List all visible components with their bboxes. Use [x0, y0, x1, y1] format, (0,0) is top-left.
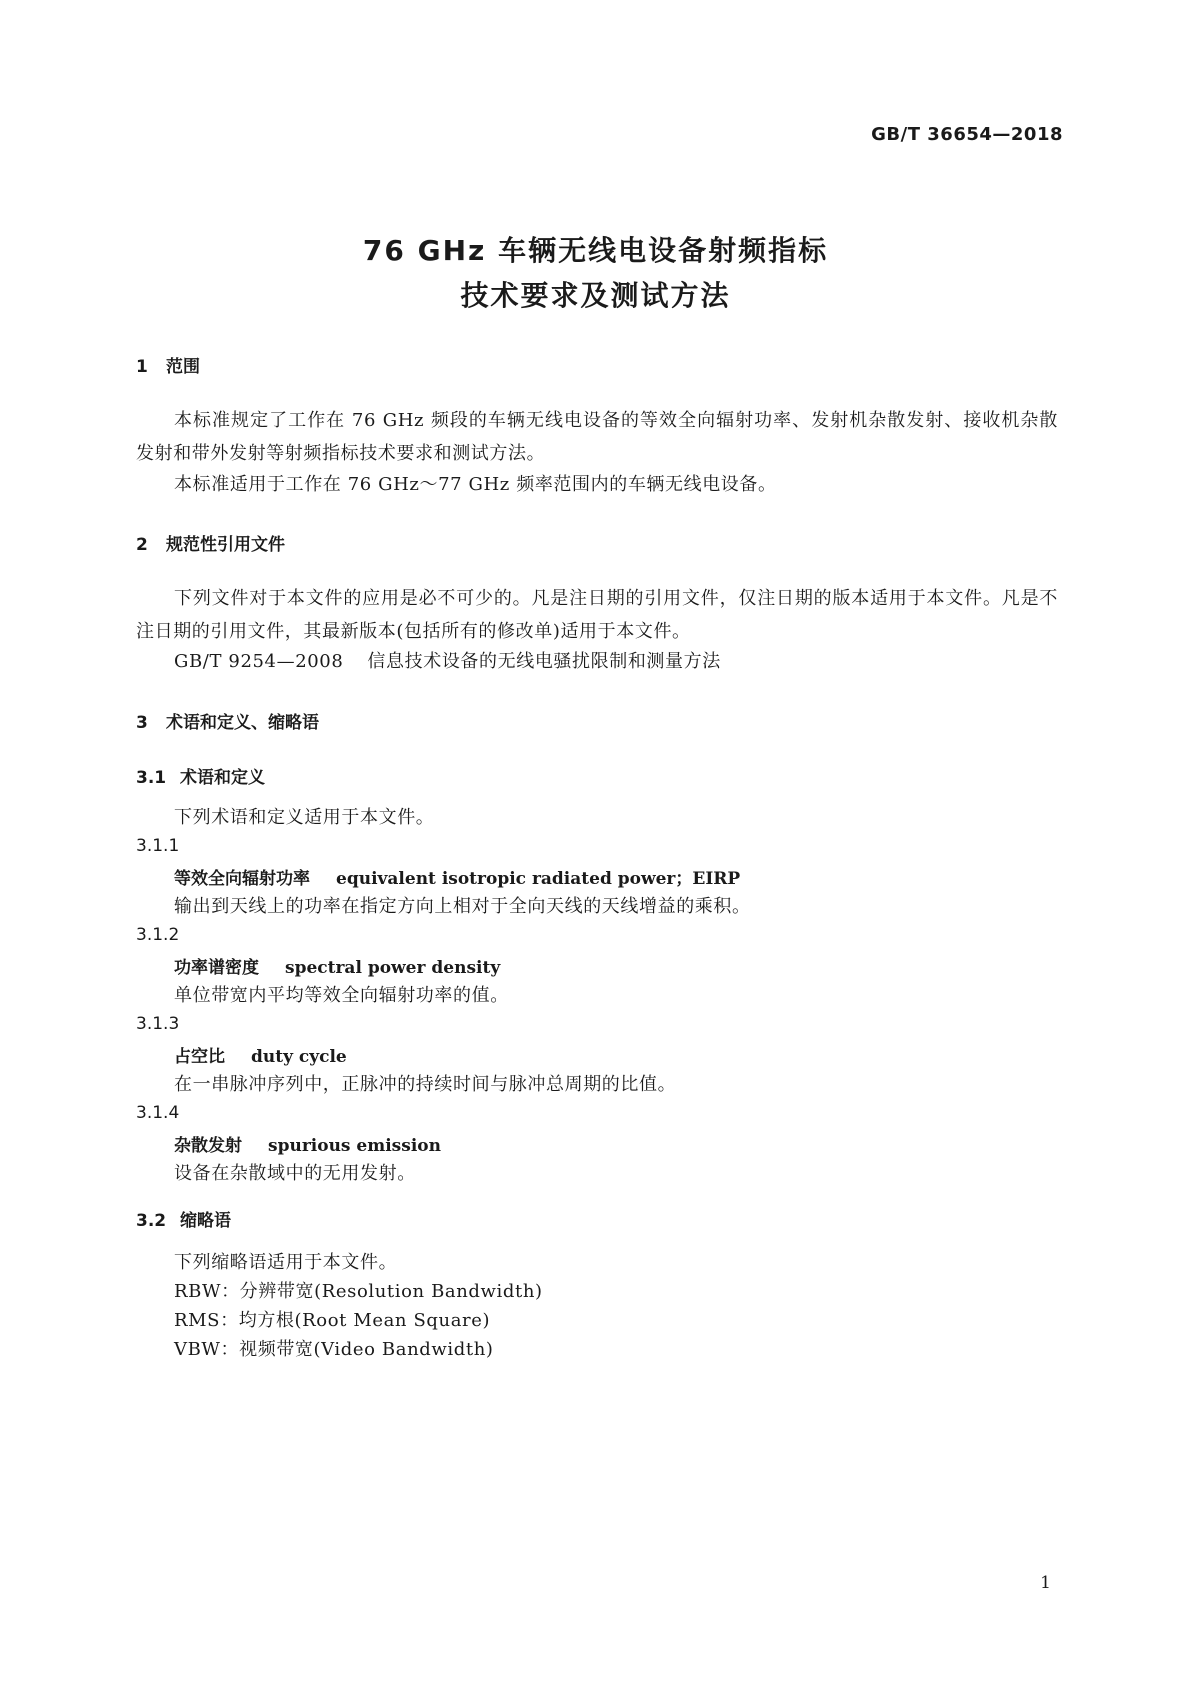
- term-number: 3.1.2: [136, 925, 180, 945]
- abbreviation-item: VBW：视频带宽(Video Bandwidth): [174, 1339, 494, 1360]
- section-number: 3.1: [136, 768, 167, 788]
- term-chinese: 等效全向辐射功率: [174, 869, 310, 889]
- section-2-paragraph-1: 下列文件对于本文件的应用是必不可少的。凡是注日期的引用文件，仅注日期的版本适用于本文件。凡是不注日期的引用文件，其最新版本(包括所有的修改单)适用于本文件。: [136, 588, 1058, 642]
- term-english: spectral power density: [285, 958, 501, 978]
- term-number: 3.1.1: [136, 836, 180, 856]
- term-title: [174, 1131, 441, 1156]
- section-3-heading: [136, 708, 319, 733]
- reference-title: 信息技术设备的无线电骚扰限制和测量方法: [367, 651, 721, 672]
- section-number: 3: [136, 713, 148, 733]
- term-definition: 设备在杂散域中的无用发射。: [174, 1163, 416, 1184]
- section-number: 3.2: [136, 1211, 167, 1231]
- term-english: spurious emission: [268, 1136, 441, 1156]
- section-1-paragraph-1: 本标准规定了工作在 76 GHz 频段的车辆无线电设备的等效全向辐射功率、发射机杂散发射、接收机杂散发射和带外发射等射频指标技术要求和测试方法。: [136, 410, 1058, 464]
- document-title: [0, 228, 1191, 318]
- term-title: [174, 864, 740, 889]
- section-title: 范围: [166, 357, 200, 377]
- term-english: duty cycle: [251, 1047, 347, 1067]
- term-definition: 在一串脉冲序列中，正脉冲的持续时间与脉冲总周期的比值。: [174, 1074, 677, 1095]
- standard-code: GB/T 36654—2018: [871, 124, 1063, 145]
- section-3-2-intro: 下列缩略语适用于本文件。: [174, 1252, 398, 1273]
- section-3-1-intro: 下列术语和定义适用于本文件。: [174, 807, 435, 828]
- term-number: 3.1.4: [136, 1103, 180, 1123]
- section-1-heading: [136, 352, 200, 377]
- term-definition: 单位带宽内平均等效全向辐射功率的值。: [174, 985, 509, 1006]
- page-number: 1: [1040, 1573, 1051, 1593]
- reference-code: GB/T 9254—2008: [174, 651, 344, 672]
- section-title: 缩略语: [180, 1211, 231, 1231]
- section-number: 2: [136, 535, 148, 555]
- title-line-1: 76 GHz 车辆无线电设备射频指标: [362, 234, 829, 267]
- section-2-heading: [136, 530, 285, 555]
- term-number: 3.1.3: [136, 1014, 180, 1034]
- term-chinese: 功率谱密度: [174, 958, 259, 978]
- section-title: 规范性引用文件: [166, 535, 285, 555]
- term-english: equivalent isotropic radiated power；EIRP: [336, 869, 741, 889]
- term-chinese: 杂散发射: [174, 1136, 242, 1156]
- title-line-2: 技术要求及测试方法: [460, 279, 731, 312]
- term-chinese: 占空比: [174, 1047, 225, 1067]
- abbreviation-item: RMS：均方根(Root Mean Square): [174, 1310, 491, 1331]
- term-title: [174, 1042, 347, 1067]
- section-3-1-heading: [136, 763, 265, 788]
- section-title: 术语和定义、缩略语: [166, 713, 319, 733]
- abbreviation-item: RBW：分辨带宽(Resolution Bandwidth): [174, 1281, 543, 1302]
- section-number: 1: [136, 357, 148, 377]
- section-1-paragraph-2: 本标准适用于工作在 76 GHz～77 GHz 频率范围内的车辆无线电设备。: [174, 474, 777, 495]
- section-3-2-heading: [136, 1206, 231, 1231]
- section-title: 术语和定义: [180, 768, 265, 788]
- term-title: [174, 953, 500, 978]
- term-definition: 输出到天线上的功率在指定方向上相对于全向天线的天线增益的乘积。: [174, 896, 751, 917]
- normative-reference: [174, 647, 721, 673]
